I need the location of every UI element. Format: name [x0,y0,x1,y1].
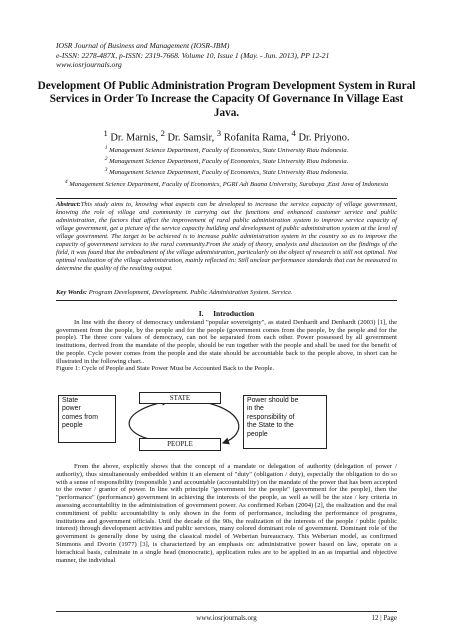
box-text-line: power [62,405,81,413]
author-number: 1 [103,128,108,138]
section-title: Introduction [213,309,255,318]
affiliation-text: Management Science Department, Faculty of Economics, State University Riau Indonesia. [109,147,349,155]
box-text-line: people [62,422,83,430]
power-responsibility-box [243,395,327,449]
affiliation-list [36,144,417,189]
box-text-line: the State to the [247,422,294,430]
author-name: Dr. Samsir, [167,132,217,144]
left-cycle-arrow [129,401,168,441]
affiliation-number: 4 [64,178,68,185]
affiliation-item [36,144,417,155]
footer-url: www.iosrjournals.org [196,614,257,622]
abstract-text: This study aims to, knowing what aspects can be developed to increase the service capacity of village government, knowing the role of village and community in carrying out the functions and enhanced customer service and public administration, the factors that affect the improvement of rural public administration system to improve service capacity of village government, get a picture of the service capacity building and development of public administration system at the level of village government. The target to be achieved is to increase public administration system in the country so as to improve the capacity of government services to the rural community.From the study of theory, analysis and discussion on the findings of the field, it was found that the embodiment of the village administration, particularly on the object of research is still not optimal. Not optimal realization of the village administration, mainly reflected in: Still unclear performance standards that can be measured to determine the quality of the resulting output. [56,201,397,272]
affiliation-text: Management Science Department, Faculty of Economics, State University Riau Indonesia. [109,158,349,166]
box-text-line: comes from [62,413,98,421]
people-box: PEOPLE [139,438,221,451]
author-name: Dr. Marnis, [110,132,161,144]
author-name: Dr. Priyono. [298,132,350,144]
journal-header [56,41,329,70]
section-number: I. [198,309,204,318]
author-list [36,128,417,143]
affiliation-number: 3 [104,167,108,174]
keywords-label: Key Words: [56,289,88,296]
author-number: 2 [160,128,165,138]
affiliation-item [36,166,417,177]
box-text-line: responsibility of [247,413,295,421]
abstract-label: Abstract: [56,201,81,208]
journal-site: www.iosrjournals.org [56,60,122,70]
body-paragraph-2-block [56,463,397,564]
intro-paragraph-block [56,319,397,373]
box-text-line: in the [247,405,264,413]
footer-page-number: 12 | Page [371,614,397,622]
footer-rule [56,611,397,612]
power-cycle-diagram [58,389,348,453]
abstract-bottom-rule [56,300,397,301]
box-text-line: State [62,397,79,404]
journal-name: IOSR Journal of Business and Management (IOSR-JBM) [56,41,230,50]
keywords [56,289,397,296]
figure-caption: Figure 1: Cycle of People and State Power Must be Accounted Back to the People. [56,365,275,373]
affiliation-number: 1 [104,145,108,151]
affiliation-number: 2 [104,156,108,163]
section-heading [56,309,397,318]
right-cycle-arrow [198,401,239,443]
box-text-line: Power should be [247,397,299,404]
state-power-comes-from-people-box [58,395,116,443]
paper-title: Development Of Public Administration Program Development System in Rural Services in Order To Increase the Capacity Of Governance In Village East Java. [37,80,416,119]
state-box: STATE [139,392,221,404]
abstract-top-rule [56,198,397,199]
affiliation-text: Management Science Department, Faculty of Economics, PGRI Adi Buana University, Surabaya ,East Java of Indonesia [69,180,389,188]
author-name: Rofanita Rama, [223,132,292,144]
keywords-text: Program Development, Development. Public Administration System. Service. [87,289,293,296]
author-number: 3 [216,128,222,138]
journal-issn: e-ISSN: 2278-487X, p-ISSN: 2319-7668. Volume 10, Issue 1 (May. - Jun. 2013), PP 12-21 [56,50,330,60]
affiliation-item [36,178,417,189]
abstract [56,201,397,273]
intro-paragraph: In line with the theory of democracy understand "popular sovereignty", as stated Denhardt and Denhardt (2003) [1], the government from the people, by the people and for the people (government comes from the people, by the people and for the people). The three core values of democracy, can not be separated from each other. Power possessed by all government institutions, derived from the mandate of the people, should be run together with the people and shall be used for the benefit of the people. Cycle power comes from the people and the state should be accountable back to the people above, in short can be illustrated in the following chart.. [56,319,397,365]
affiliation-item [36,155,417,166]
box-text-line: people [247,430,268,438]
affiliation-text: Management Science Department, Faculty of Economics, State University Riau Indonesia. [109,169,349,177]
body-paragraph-2: From the above, explicitly shows that the concept of a mandate or delegation of authority (delegation of power / authority), thus simultaneously embedded within it an element of "duty" (obligation / duty), especially the obligation to do so with a sense of responsibility (responsible ) and accountable (accountability) on the mandate of the power that has been accepted to the owner / grantor of power. In line with principle "government for the people" (government for the people), then the "performance" (performance) government in achieving the interests of the people, as well as will be the size / key criteria in assessing accountability in the administration of government power. As confirmed Keban (2004) [2], the realization and the real commitment of public accountability is only shown in the form of performance, including the performance of programs, institutions and government officials. Until the decade of the 90s, the realization of the interests of the people / public (public interest) through development activities and public services, many colored dominant role of government. Dominant role of the government is generally done by using the classical model of Weberian bureaucracy. This Weberian model, as confirmed Simmons and Dvorin (1977) [3], is characterized by an emphasis on: administrative power based on law, operate on a hierachical basis, culminate in a single head (monocratic), application rules are to be applied in an as impartial and objective manner, the individual [56,463,397,564]
author-number: 4 [291,128,296,138]
